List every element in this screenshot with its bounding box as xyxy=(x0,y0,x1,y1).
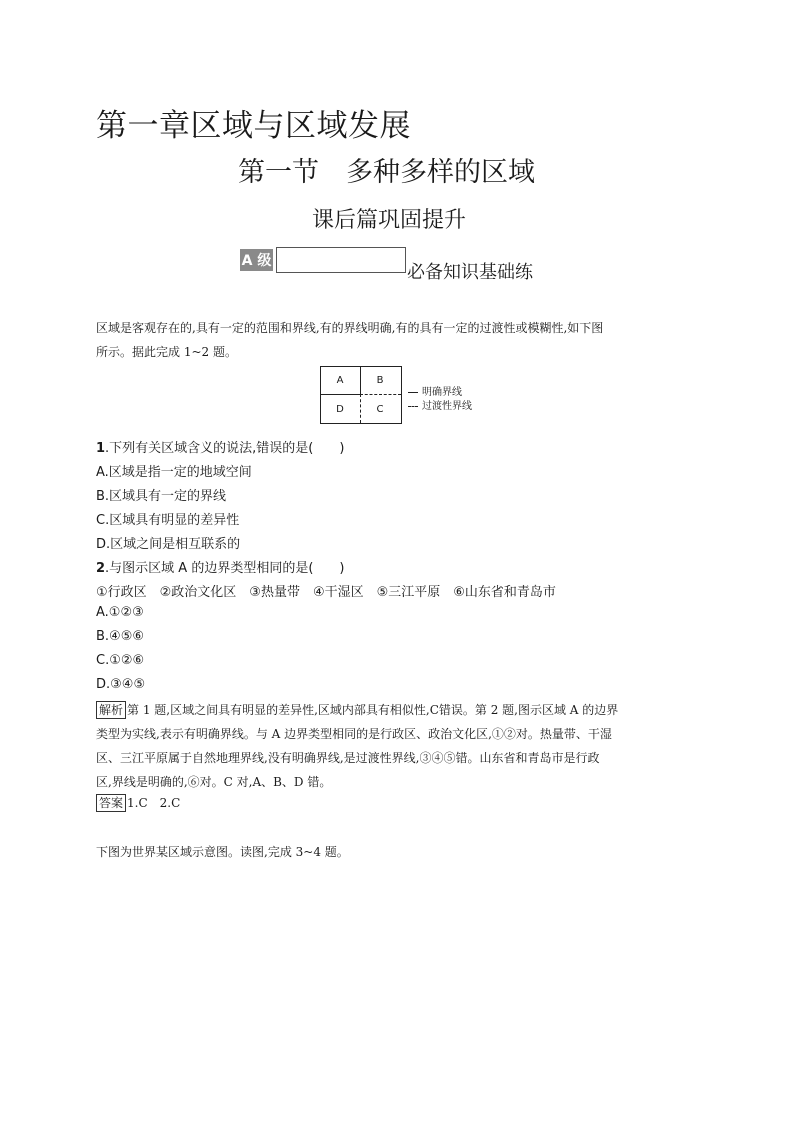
level-badge: A 级 xyxy=(240,249,273,271)
analysis-line-1 xyxy=(96,698,700,722)
question-2-stem xyxy=(96,557,344,576)
question-number: 1 xyxy=(96,441,106,456)
level-text: 必备知识基础练 xyxy=(407,262,533,283)
dashed-line-icon xyxy=(408,406,418,407)
answer-tag: 答案 xyxy=(96,794,126,812)
cell-a: A xyxy=(336,374,344,386)
legend-solid xyxy=(408,383,462,398)
sub-title: 课后篇巩固提升 xyxy=(312,208,467,233)
question-1-stem xyxy=(96,437,344,456)
analysis-line-3: 区、三江平原属于自然地理界线,没有明确界线,是过渡性界线,③④⑤错。山东省和青岛市是行政 xyxy=(96,751,600,765)
question-2-choices: ①行政区 ②政治文化区 ③热量带 ④干湿区 ⑤三江平原 ⑥山东省和青岛市 xyxy=(96,585,556,600)
intro-paragraph xyxy=(96,316,700,364)
analysis-line-2: 类型为实线,表示有明确界线。与 A 边界类型相同的是行政区、政治文化区,①②对。热量带、干湿 xyxy=(96,727,612,741)
cell-c: C xyxy=(376,403,384,415)
question-2-option-d: D.③④⑤ xyxy=(96,677,146,692)
question-1-option-a: A.区域是指一定的地域空间 xyxy=(96,465,252,480)
intro-line-2: 所示。据此完成 1~2 题。 xyxy=(96,345,237,359)
analysis-line-4: 区,界线是明确的,⑥对。C 对,A、B、D 错。 xyxy=(96,775,332,789)
section-title: 第一节 多种多样的区域 xyxy=(238,157,535,188)
question-2-option-c: C.①②⑥ xyxy=(96,653,145,668)
question-number: 2 xyxy=(96,561,106,576)
question-2-option-a: A.①②③ xyxy=(96,605,144,620)
question-1-option-d: D.区域之间是相互联系的 xyxy=(96,537,241,552)
next-questions-intro: 下图为世界某区域示意图。读图,完成 3~4 题。 xyxy=(96,845,349,859)
chapter-title: 第一章区域与区域发展 xyxy=(96,108,411,144)
answer-line xyxy=(96,794,180,812)
intro-line-1: 区域是客观存在的,具有一定的范围和界线,有的界线明确,有的具有一定的过渡性或模糊性,如下图 xyxy=(96,321,604,335)
question-1-option-c: C.区域具有明显的差异性 xyxy=(96,513,240,528)
question-1-option-b: B.区域具有一定的界线 xyxy=(96,489,227,504)
analysis-block xyxy=(96,698,700,794)
solid-line-icon xyxy=(408,392,418,393)
cell-d: D xyxy=(336,403,344,415)
analysis-text-1: 第 1 题,区域之间具有明显的差异性,区域内部具有相似性,C错误。第 2 题,图示区域 A 的边界 xyxy=(127,703,619,717)
question-text: .与图示区域 A 的边界类型相同的是( ) xyxy=(105,561,345,576)
legend-solid-label: 明确界线 xyxy=(422,387,462,398)
question-2-option-b: B.④⑤⑥ xyxy=(96,629,145,644)
question-text: .下列有关区域含义的说法,错误的是( ) xyxy=(105,441,345,456)
analysis-tag: 解析 xyxy=(96,701,126,719)
cell-b: B xyxy=(376,374,384,386)
legend-dashed-label: 过渡性界线 xyxy=(422,401,472,412)
answer-text: 1.C 2.C xyxy=(127,796,181,810)
level-blank-box xyxy=(276,247,406,273)
legend-dashed xyxy=(408,397,472,412)
